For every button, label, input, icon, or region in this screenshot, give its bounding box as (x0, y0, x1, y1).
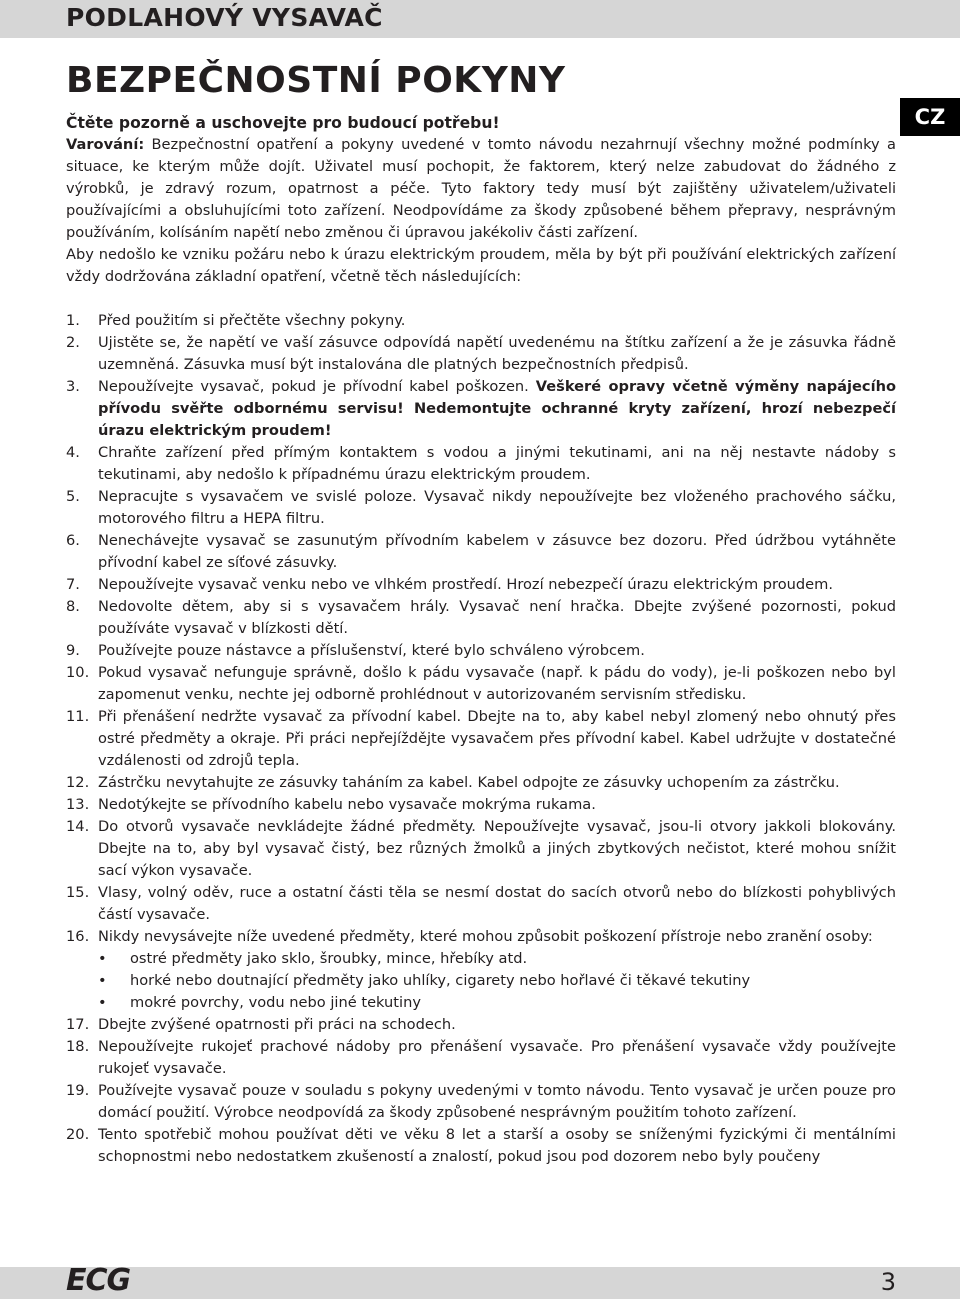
instruction-text: Používejte pouze nástavce a příslušenství, které bylo schváleno výrobcem. (98, 642, 645, 659)
instruction-item (66, 596, 896, 640)
instruction-item (66, 816, 896, 882)
bullet-text: mokré povrchy, vodu nebo jiné tekutiny (130, 994, 421, 1011)
instruction-number: 15. (66, 884, 90, 901)
page-subtitle: Čtěte pozorně a uschovejte pro budoucí potřebu! (66, 114, 500, 132)
instruction-number: 7. (66, 576, 80, 593)
bullet-dot-icon: • (98, 972, 107, 989)
instruction-item (66, 1080, 896, 1124)
instruction-text: Zástrčku nevytahujte ze zásuvky taháním za kabel. Kabel odpojte ze zásuvky uchopením za zástrčku. (98, 774, 840, 791)
footer-band (0, 1267, 960, 1299)
instruction-number: 11. (66, 708, 90, 725)
instruction-number: 12. (66, 774, 90, 791)
bullet-item (98, 948, 896, 970)
warning-label: Varování: (66, 136, 145, 153)
bullet-dot-icon: • (98, 950, 107, 967)
instruction-number: 16. (66, 928, 90, 945)
instruction-text: Nepoužívejte vysavač venku nebo ve vlhkém prostředí. Hrozí nebezpečí úrazu elektrickým proudem. (98, 576, 834, 593)
instruction-text: Nepoužívejte rukojeť prachové nádoby pro přenášení vysavače. Pro přenášení vysavače vždy používejte rukojeť vysavače. (98, 1038, 896, 1077)
instruction-text: Používejte vysavač pouze v souladu s pokyny uvedenými v tomto návodu. Tento vysavač je určen pouze pro domácí použití. Výrobce neodpovídá za škody způsobené nesprávným použitím tohoto zařízení. (98, 1082, 896, 1121)
instruction-number: 8. (66, 598, 80, 615)
instruction-item (66, 706, 896, 772)
instruction-item (66, 772, 896, 794)
instruction-item (66, 1014, 896, 1036)
instruction-text: Nedotýkejte se přívodního kabelu nebo vysavače mokrýma rukama. (98, 796, 596, 813)
bullet-item (98, 970, 896, 992)
instruction-item (66, 442, 896, 486)
instruction-item (66, 574, 896, 596)
instruction-text: Nepracujte s vysavačem ve svislé poloze. Vysavač nikdy nepoužívejte bez vloženého prachového sáčku, motorového filtru a HEPA filtru. (98, 488, 896, 527)
warning-text: Bezpečnostní opatření a pokyny uvedené v tomto návodu nezahrnují všechny možné podmínky a situace, ke kterým může dojít. Uživatel musí pochopit, že faktorem, který nelze zabudovat do žádného z výrobků, je zdravý rozum, opatrnost a péče. Tyto faktory tedy musí být zajištěny uživatelem/uživateli používajícími a obsluhujícími toto zařízení. Neodpovídáme za škody způsobené během přepravy, nesprávným používáním, kolísáním napětí nebo změnou či úpravou jakékoliv části zařízení. (66, 136, 896, 241)
instruction-item (66, 794, 896, 816)
instruction-number: 13. (66, 796, 90, 813)
page-number: 3 (880, 1268, 896, 1296)
instruction-item (66, 332, 896, 376)
instruction-item (66, 640, 896, 662)
instruction-item (66, 530, 896, 574)
bullet-text: ostré předměty jako sklo, šroubky, mince, hřebíky atd. (130, 950, 528, 967)
instruction-item (66, 376, 896, 442)
instruction-number: 20. (66, 1126, 90, 1143)
intro-paragraph: Aby nedošlo ke vzniku požáru nebo k úrazu elektrickým proudem, měla by být při používání elektrických zařízení vždy dodržována základní opatření, včetně těch následujících: (66, 246, 896, 285)
instruction-text: Dbejte zvýšené opatrnosti při práci na schodech. (98, 1016, 456, 1033)
page-content (66, 56, 896, 1168)
instruction-number: 1. (66, 312, 80, 329)
instruction-item (66, 486, 896, 530)
instruction-item (66, 310, 896, 332)
instruction-bold-text: Veškeré opravy včetně výměny napájecího přívodu svěřte odbornému servisu! Nedemontujte ochranné kryty zařízení, hrozí nebezpečí úrazu elektrickým proudem! (98, 378, 896, 439)
instruction-text: Při přenášení nedržte vysavač za přívodní kabel. Dbejte na to, aby kabel nebyl zlomený nebo ohnutý přes ostré předměty a okraje. Při práci nepřejíždějte vysavačem přes přívodní kabel. Kabel udržujte v dostatečné vzdálenosti od zdrojů tepla. (98, 708, 896, 769)
instruction-text: Chraňte zařízení před přímým kontaktem s vodou a jinými tekutinami, ani na něj nestavte nádoby s tekutinami, aby nedošlo k případnému úrazu elektrickým proudem. (98, 444, 896, 483)
instruction-number: 10. (66, 664, 90, 681)
instruction-text: Nikdy nevysávejte níže uvedené předměty, které mohou způsobit poškození přístroje nebo zranění osoby: (98, 928, 873, 945)
instruction-item (66, 882, 896, 926)
bullet-text: horké nebo doutnající předměty jako uhlíky, cigarety nebo hořlavé či těkavé tekutiny (130, 972, 751, 989)
section-title: PODLAHOVÝ VYSAVAČ (66, 3, 383, 32)
instruction-item (66, 1124, 896, 1168)
instruction-number: 17. (66, 1016, 90, 1033)
instruction-item (66, 662, 896, 706)
instruction-number: 18. (66, 1038, 90, 1055)
bullet-dot-icon: • (98, 994, 107, 1011)
instruction-text: Ujistěte se, že napětí ve vaší zásuvce odpovídá napětí uvedenému na štítku zařízení a že je zásuvka řádně uzemněná. Zásuvka musí být instalována dle platných bezpečnostních předpisů. (98, 334, 896, 373)
warning-paragraph (66, 134, 896, 244)
instruction-text: Vlasy, volný oděv, ruce a ostatní části těla se nesmí dostat do sacích otvorů nebo do blízkosti pohyblivých částí vysavače. (98, 884, 896, 923)
bullet-item (98, 992, 896, 1014)
language-tab: CZ (900, 98, 960, 136)
brand-logo: ECG (66, 1263, 131, 1298)
instruction-number: 9. (66, 642, 80, 659)
instruction-text: Nedovolte dětem, aby si s vysavačem hrály. Vysavač není hračka. Dbejte zvýšené pozornosti, pokud používáte vysavač v blízkosti dětí. (98, 598, 896, 637)
instruction-text: Nenechávejte vysavač se zasunutým přívodním kabelem v zásuvce bez dozoru. Před údržbou vytáhněte přívodní kabel ze síťové zásuvky. (98, 532, 896, 571)
instruction-number: 6. (66, 532, 80, 549)
page-title: BEZPEČNOSTNÍ POKYNY (66, 60, 566, 101)
instruction-number: 14. (66, 818, 90, 835)
instruction-number: 4. (66, 444, 80, 461)
instruction-item (66, 926, 896, 1014)
instruction-number: 5. (66, 488, 80, 505)
instruction-number: 3. (66, 378, 80, 395)
instruction-text: Nepoužívejte vysavač, pokud je přívodní kabel poškozen. (98, 378, 536, 395)
header-band (0, 0, 960, 38)
bullet-list (98, 948, 896, 1014)
safety-instructions-list (66, 310, 896, 1168)
instruction-text: Pokud vysavač nefunguje správně, došlo k pádu vysavače (např. k pádu do vody), je-li poškozen nebo byl zapomenut venku, nechte jej odborně prohlédnout v autorizovaném servisním středisku. (98, 664, 896, 703)
instruction-text: Do otvorů vysavače nevkládejte žádné předměty. Nepoužívejte vysavač, jsou-li otvory jakkoli blokovány. Dbejte na to, aby byl vysavač čistý, bez různých žmolků a jiných zbytkových nečistot, které mohou snížit sací výkon vysavače. (98, 818, 896, 879)
instruction-number: 2. (66, 334, 80, 351)
instruction-text: Tento spotřebič mohou používat děti ve věku 8 let a starší a osoby se sníženými fyzickými či mentálními schopnostmi nebo nedostatkem zkušeností a znalostí, pokud jsou pod dozorem nebo byly poučeny (98, 1126, 896, 1165)
instruction-text: Před použitím si přečtěte všechny pokyny. (98, 312, 406, 329)
instruction-item (66, 1036, 896, 1080)
instruction-number: 19. (66, 1082, 90, 1099)
